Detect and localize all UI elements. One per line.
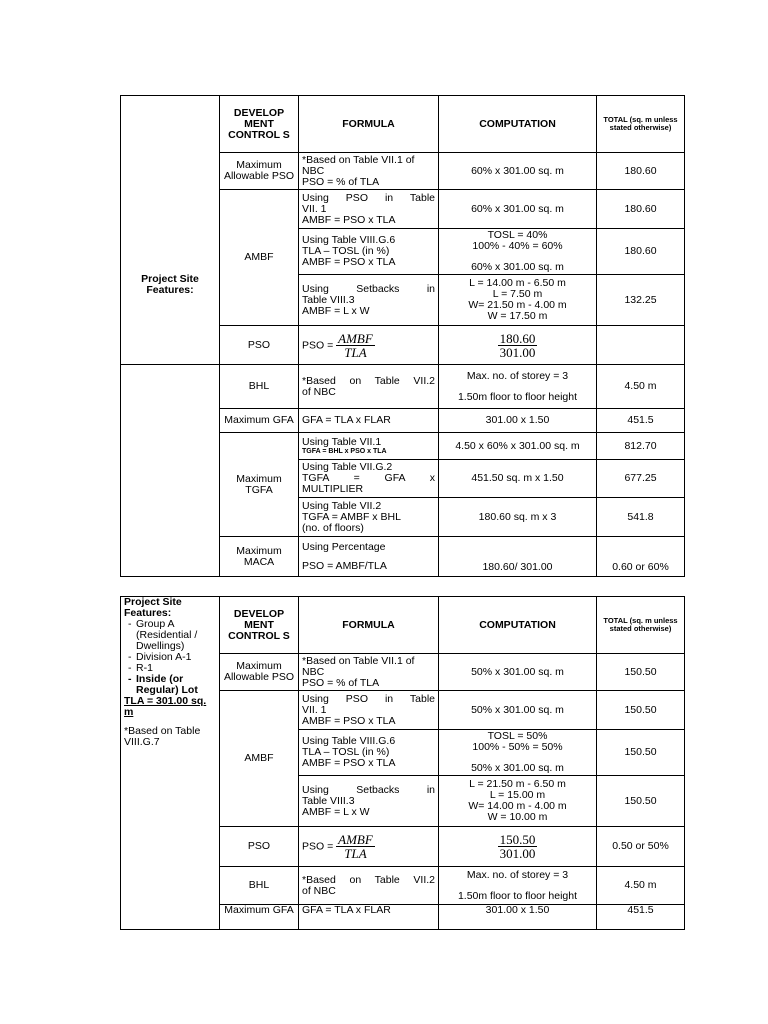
formula-ambf-2: Using Table VIII.G.6 TLA – TOSL (in %) AMBF = PSO x TLA bbox=[299, 229, 439, 275]
total-maca: 0.60 or 60% bbox=[597, 537, 685, 577]
total-max-pso: 180.60 bbox=[597, 153, 685, 190]
formula-bhl: *Based on Table VII.2 of NBC bbox=[299, 365, 439, 409]
computation-ambf-2: TOSL = 40% 100% - 40% = 60% 60% x 301.00 sq. m bbox=[439, 229, 597, 275]
control-tgfa: Maximum TGFA bbox=[220, 433, 299, 537]
computation-gfa-2: 301.00 x 1.50 bbox=[439, 905, 597, 930]
computation-max-pso: 60% x 301.00 sq. m bbox=[439, 153, 597, 190]
computation-pso-2: $\frac{150.50}{301.00}$ bbox=[439, 827, 597, 867]
formula-pso-2: PSO = $\frac{\text{AMBF}}{\text{TLA}}$ bbox=[299, 827, 439, 867]
control-ambf: AMBF bbox=[220, 190, 299, 326]
formula-maca: Using Percentage PSO = AMBF/TLA bbox=[299, 537, 439, 577]
header-total: TOTAL (sq. m unless stated otherwise) bbox=[597, 96, 685, 153]
computation-ambf-3: L = 14.00 m - 6.50 m L = 7.50 m W= 21.50 m - 4.00 m W = 17.50 m bbox=[439, 275, 597, 326]
total-pso-2: 0.50 or 50% bbox=[597, 827, 685, 867]
control-maca: Maximum MACA bbox=[220, 537, 299, 577]
computation-gfa: 301.00 x 1.50 bbox=[439, 409, 597, 433]
computation-table-inside-lot bbox=[120, 596, 685, 930]
computation-ambf-1-2: 50% x 301.00 sq. m bbox=[439, 691, 597, 730]
control-pso: PSO bbox=[220, 326, 299, 365]
computation-tgfa-1: 4.50 x 60% x 301.00 sq. m bbox=[439, 433, 597, 460]
control-max-pso: Maximum Allowable PSO bbox=[220, 153, 299, 190]
total-ambf-3: 132.25 bbox=[597, 275, 685, 326]
computation-bhl-2: Max. no. of storey = 3 1.50m floor to floor height bbox=[439, 867, 597, 905]
computation-ambf-3-2: L = 21.50 m - 6.50 m L = 15.00 m W= 14.00 m - 4.00 m W = 10.00 m bbox=[439, 776, 597, 827]
total-ambf-1: 180.60 bbox=[597, 190, 685, 229]
control-bhl-2: BHL bbox=[220, 867, 299, 905]
total-ambf-2: 180.60 bbox=[597, 229, 685, 275]
project-site-features: Project Site Features: bbox=[121, 96, 220, 365]
formula-ambf-2-2: Using Table VIII.G.6 TLA – TOSL (in %) AMBF = PSO x TLA bbox=[299, 730, 439, 776]
computation-table-interior-lot bbox=[120, 95, 685, 577]
total-gfa-2: 451.5 bbox=[597, 905, 685, 930]
total-gfa: 451.5 bbox=[597, 409, 685, 433]
header-controls-2: DEVELOP MENT CONTROL S bbox=[220, 597, 299, 654]
formula-ambf-3-2: Using Setbacks in Table VIII.3 AMBF = L x W bbox=[299, 776, 439, 827]
computation-pso: $\frac{180.60}{301.00}$ bbox=[439, 326, 597, 365]
control-max-pso-2: Maximum Allowable PSO bbox=[220, 654, 299, 691]
header-computation-2: COMPUTATION bbox=[439, 597, 597, 654]
total-max-pso-2: 150.50 bbox=[597, 654, 685, 691]
total-ambf-1-2: 150.50 bbox=[597, 691, 685, 730]
total-ambf-3-2: 150.50 bbox=[597, 776, 685, 827]
formula-max-pso: *Based on Table VII.1 of NBC PSO = % of TLA bbox=[299, 153, 439, 190]
project-site-features-inside: Project Site Features: - Group A (Residential / Dwellings) - Division A-1 - R-1 - Inside (or Regular) Lot TLA = 301.00 sq. m *Based on Table VIII.G.7 bbox=[121, 597, 220, 930]
formula-tgfa-2: Using Table VII.G.2 TGFA = GFA x MULTIPLIER bbox=[299, 460, 439, 498]
computation-max-pso-2: 50% x 301.00 sq. m bbox=[439, 654, 597, 691]
total-tgfa-1: 812.70 bbox=[597, 433, 685, 460]
total-ambf-2-2: 150.50 bbox=[597, 730, 685, 776]
total-bhl: 4.50 m bbox=[597, 365, 685, 409]
computation-tgfa-2: 451.50 sq. m x 1.50 bbox=[439, 460, 597, 498]
formula-ambf-1-2: Using PSO in Table VII. 1 AMBF = PSO x TLA bbox=[299, 691, 439, 730]
header-total-2: TOTAL (sq. m unless stated otherwise) bbox=[597, 597, 685, 654]
control-gfa: Maximum GFA bbox=[220, 409, 299, 433]
formula-ambf-1: Using PSO in Table VII. 1 AMBF = PSO x TLA bbox=[299, 190, 439, 229]
formula-tgfa-1: Using Table VII.1 TGFA = BHL x PSO x TLA bbox=[299, 433, 439, 460]
control-gfa-2: Maximum GFA bbox=[220, 905, 299, 930]
computation-tgfa-3: 180.60 sq. m x 3 bbox=[439, 498, 597, 537]
control-pso-2: PSO bbox=[220, 827, 299, 867]
total-bhl-2: 4.50 m bbox=[597, 867, 685, 905]
header-formula-2: FORMULA bbox=[299, 597, 439, 654]
total-tgfa-3: 541.8 bbox=[597, 498, 685, 537]
header-computation: COMPUTATION bbox=[439, 96, 597, 153]
formula-max-pso-2: *Based on Table VII.1 of NBC PSO = % of TLA bbox=[299, 654, 439, 691]
formula-tgfa-3: Using Table VII.2 TGFA = AMBF x BHL (no. of floors) bbox=[299, 498, 439, 537]
control-bhl: BHL bbox=[220, 365, 299, 409]
formula-bhl-2: *Based on Table VII.2 of NBC bbox=[299, 867, 439, 905]
computation-bhl: Max. no. of storey = 3 1.50m floor to floor height bbox=[439, 365, 597, 409]
control-ambf-2: AMBF bbox=[220, 691, 299, 827]
formula-pso: PSO = $\frac{\text{AMBF}}{\text{TLA}}$ bbox=[299, 326, 439, 365]
formula-gfa-2: GFA = TLA x FLAR bbox=[299, 905, 439, 930]
header-controls: DEVELOP MENT CONTROL S bbox=[220, 96, 299, 153]
computation-ambf-1: 60% x 301.00 sq. m bbox=[439, 190, 597, 229]
formula-gfa: GFA = TLA x FLAR bbox=[299, 409, 439, 433]
header-formula: FORMULA bbox=[299, 96, 439, 153]
computation-maca: 180.60/ 301.00 bbox=[439, 537, 597, 577]
total-tgfa-2: 677.25 bbox=[597, 460, 685, 498]
computation-ambf-2-2: TOSL = 50% 100% - 50% = 50% 50% x 301.00 sq. m bbox=[439, 730, 597, 776]
project-site-features-details bbox=[121, 365, 220, 577]
total-pso bbox=[597, 326, 685, 365]
formula-ambf-3: Using Setbacks in Table VIII.3 AMBF = L x W bbox=[299, 275, 439, 326]
